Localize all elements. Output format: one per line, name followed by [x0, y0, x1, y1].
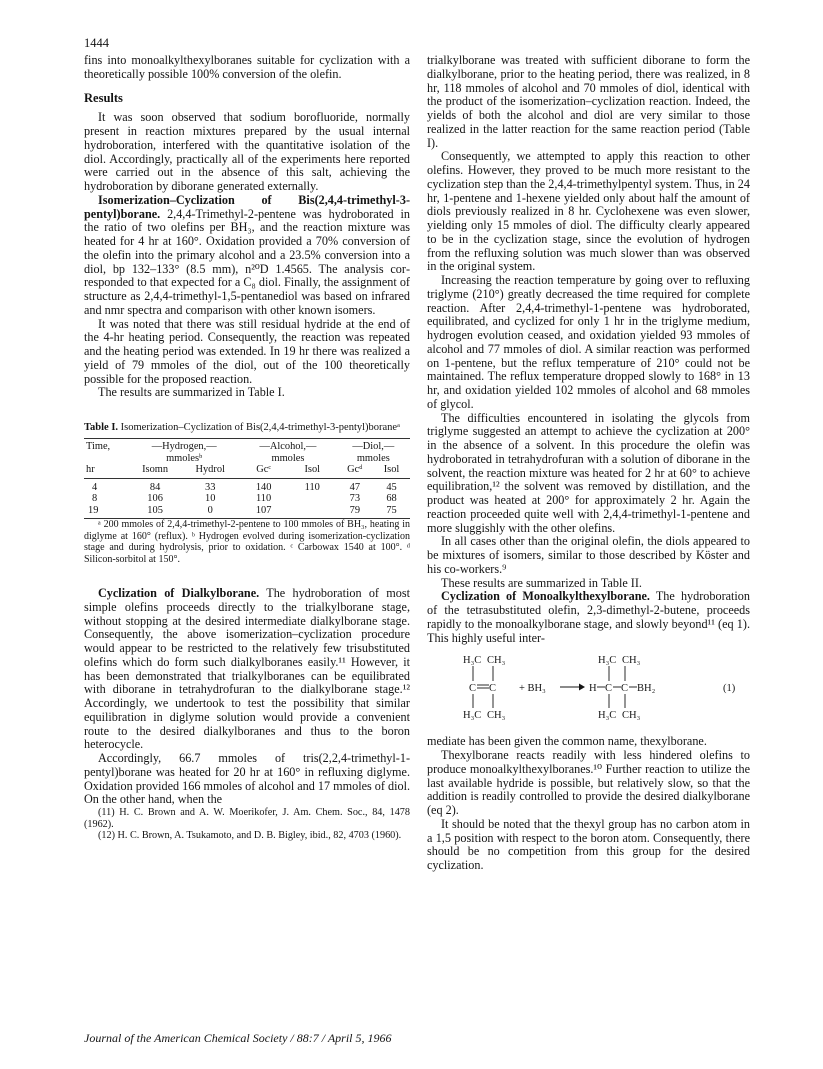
- table-cell: 47: [349, 481, 361, 493]
- table1-col-gc-diol: Gcᵈ: [337, 464, 373, 478]
- eq-h3c-top-left: H₃C: [463, 655, 482, 667]
- table1-mmoles-alcohol: mmoles: [271, 452, 305, 464]
- results-paragraph: It was soon observed that sodium borofluoride, normally present in reaction mixtures prepared by the usual internal hydroboration, interfered with the quantitative isolation of the diol. Accordingly, practically all of the experiments here reported were carried out in the absence of this salt, achieving the hydroboration by diborane generated externally.: [84, 110, 410, 193]
- isomerization-heading: Isomerization–Cyclization of Bis(2,4,4-trimethyl-3-pentyl)borane.: [84, 192, 410, 221]
- eq-ch3-bottom-right: CH₃: [487, 710, 506, 722]
- table-cell: 4: [92, 481, 98, 493]
- table-cell: 75: [373, 505, 410, 519]
- table-cell: 106: [147, 493, 163, 504]
- eq-h3c-bottom-left: H₃C: [463, 710, 482, 722]
- dialkylborane-heading: Cyclization of Dialkylborane.: [98, 586, 260, 600]
- continued-paragraph: trialkylborane was treated with sufficient diborane to form the dialkylborane, prior to the heating period, there was realized, in 8 hr, 118 mmoles of alcohol and 70 mmoles of diol, identical with the product of the isomerization–cyclization reaction. Indeed, the yields of both the alcohol and diol are very similar to those realized in the latter reaction for the same reaction period (Table I).: [427, 53, 750, 150]
- table-cell: 19: [84, 505, 129, 519]
- table-cell: 45: [386, 481, 397, 493]
- isomerization-paragraph: [84, 194, 410, 318]
- footnote-12: (12) H. C. Brown, A. Tsukamoto, and D. B. Bigley, ibid., 82, 4703 (1960).: [98, 830, 402, 841]
- table-cell: 79: [337, 505, 373, 519]
- table-cell: 68: [386, 493, 397, 504]
- eq-number: (1): [723, 683, 736, 695]
- table1-notes: ᵃ 200 mmoles of 2,4,4-trimethyl-2-pentene to 100 mmoles of BH₃, heating in diglyme at 160° (reflux). ᵇ Hydrogen evolved during isomerization-cyclization stage and during hydrolysis, prior to oxidation. ᶜ Carbowax 1540 at 100°. ᵈ Silicon-sorbitol at 150°.: [84, 519, 410, 565]
- table-cell: 110: [256, 493, 272, 504]
- table1-units-header: [84, 453, 410, 465]
- all-cases-paragraph: In all cases other than the original olefin, the diols appeared to be mixtures of isomers, similar to those described by Köster and his co-workers.⁹: [427, 534, 750, 576]
- summary-paragraph: The results are summarized in Table I.: [98, 385, 285, 400]
- table-cell: 33: [205, 481, 216, 493]
- table-cell: 107: [239, 505, 288, 519]
- table-cell: 0: [181, 505, 239, 519]
- residual-paragraph: It was noted that there was still residual hydride at the end of the 4-hr heating period. Consequently, the reaction was repeated and the heating period was extended. In 19 hr there was realized a yield of 79 mmoles of the diol, out of the 100 theoretically possible for the proposed reaction.: [84, 316, 410, 386]
- table1-col-isol-alcohol: Isol: [288, 464, 337, 478]
- table1-col-hydrol: Hydrol: [181, 464, 239, 478]
- table-cell: 105: [129, 505, 181, 519]
- noted-paragraph: It should be noted that the thexyl group has no carbon atom in a 1,5 position with respect to the boron atom. Consequently, there should be no competition from this group for the desired cyclization.: [427, 816, 750, 872]
- table1-time-label: Time,: [84, 439, 129, 453]
- footnote-11: (11) H. C. Brown and A. W. Moerikofer, J. Am. Chem. Soc., 84, 1478 (1962).: [84, 807, 410, 830]
- eq-plus-bh3: + BH₃: [519, 683, 546, 695]
- results-heading: Results: [84, 90, 123, 105]
- table-cell: [288, 493, 337, 505]
- table1-col-gc-alcohol: Gcᶜ: [239, 464, 288, 478]
- difficulties-paragraph: The difficulties encountered in isolating the glycols from triglyme suggested an attempt to achieve the cyclization at 200° in the absence of a solvent. In this procedure the olefin was hydroborated in tetrahydrofuran with a solution of diborane in the solvent, the reaction mixture was heated for 2 hr at 60° to achieve equilibration,¹² the solvent was removed by distillation, and the product was heated at 200° for approximately 2 hr. Again the reaction proceeded quite well with 2,4,4-trimethyl-1-pentene and more sluggishly with the other olefins.: [427, 410, 750, 535]
- table-row: [84, 505, 410, 519]
- isomerization-text: 2,4,4-Trimethyl-2-pentene was hydroborated in the ratio of two olefins per BH₃, and the reaction mixture was heated for 4 hr at 160°. Oxidation provided a 70% conversion of the olefin into the primary alcohol and a 23.5% conversion into a diol, bp 132–133° (8.5 mm), n²⁰D 1.4565. The analysis corresponded to that expected for a C₈ diol. Finally, the assignment of structure as 2,4,4-trimethyl-1,5-pentanediol was based on infrared and nmr spectra and comparison with other known isomers.: [84, 206, 410, 317]
- table2-reference-paragraph: These results are summarized in Table II.: [441, 575, 642, 590]
- eq-product-h3c-bottom: H₃C: [598, 710, 617, 722]
- dialkylborane-text: The hydroboration of most simple olefins proceeds directly to the trialkylborane stage, without stopping at the desired intermediate dialkylborane stage. Consequently, the above isomerization–cyclization procedure would appear to be restricted to the relatively few trisubstituted olefins which do form such dialkylboranes easily.¹¹ However, it has been demonstrated that trialkylboranes can be equilibrated with diborane in tetrahydrofuran to the dialkylborane stage.¹² Accordingly, we undertook to test the possibility that similar equilibration in diglyme solution would provide a convenient route to the desired dialkylboranes and thus to the boron heterocycle.: [84, 586, 410, 752]
- table-cell: [288, 505, 337, 519]
- right-column: [427, 54, 750, 873]
- table1-caption: [84, 422, 410, 434]
- eq-product-ch3-top: CH₃: [622, 655, 641, 667]
- equation-1: [427, 651, 750, 731]
- table1-col-time: hr: [84, 464, 129, 478]
- temperature-paragraph: Increasing the reaction temperature by going over to refluxing triglyme (210°) greatly decreased the time required for complete reaction. After 2,4,4-trimethyl-1-pentene was hydroborated, equilibrated, and cyclized for only 1 hr in the triglyme medium, hydrogen evolution ceased, and oxidation yielded 93 mmoles of alcohol and 77 mmoles of diol. A similar reaction was performed on 1-pentene, but the reflux temperature of 210° could not be maintained. The reflux temperature dropped slowly to 168° in 13 hr, and oxidation yielded 102 mmoles of alcohol and 68 mmoles of glycol.: [427, 273, 750, 411]
- dialkylborane-paragraph: [84, 587, 410, 752]
- eq-c-right: C: [489, 683, 497, 695]
- eq-product-h3c-top: H₃C: [598, 655, 617, 667]
- table-row: [84, 478, 410, 493]
- table-cell: 8: [92, 493, 98, 504]
- eq-ch3-top-right: CH₃: [487, 655, 506, 667]
- monoalkylthexylborane-heading: Cyclization of Monoalkylthexylborane.: [441, 589, 650, 604]
- table-cell: 110: [304, 481, 320, 493]
- monoalkylthexylborane-text: The hydroboration of the tetrasubstituted olefin, 2,3-dimethyl-2-butene, proceeds rapidly to the monoalkylborane stage, and slowly beyond¹¹ (eq 1). This highly useful inter-: [427, 589, 750, 645]
- table1-group-alcohol: —Alcohol,—: [239, 439, 336, 453]
- table-cell: 84: [149, 481, 161, 493]
- eq-arrow-head: [579, 684, 585, 691]
- table1-group-diol: —Diol,—: [337, 439, 410, 453]
- consequently-paragraph: Consequently, we attempted to apply this reaction to other olefins. However, they proved to be much more resistant to the cyclization step than the 2,4,4-trimethylpentyl system. Thus, in 24 hr, 1-pentene and 1-hexene yielded only about half the amount of diols previously realized in 8 hr. Cyclohexene was even slower, yielding only 15 mmoles of diol. The difficulty clearly appeared to be in the cyclization stage, since the evolution of hydrogen from the refluxing solution was much slower than was observed in the original system.: [427, 149, 750, 274]
- page-number: 1444: [84, 36, 109, 50]
- table-cell: 10: [205, 493, 216, 504]
- table1-col-isomn: Isomn: [129, 464, 181, 478]
- table1-mmoles-diol: mmoles: [356, 452, 390, 464]
- thexylborane-paragraph: Thexylborane reacts readily with less hindered olefins to produce monoalkylthexylboranes.¹⁰ Further reaction to utilize the last available hydride is possible, but relatively slow, so that the addition is readily controlled to provide the desired dialkylborane (eq 2).: [427, 748, 750, 817]
- left-column: [84, 54, 410, 842]
- monoalkylthexylborane-paragraph: [427, 590, 750, 645]
- table-cell: 140: [255, 481, 272, 493]
- table1-label: Table I.: [84, 422, 119, 433]
- journal-footer: Journal of the American Chemical Society / 88:7 / April 5, 1966: [84, 1031, 392, 1045]
- table1-mmoles-hydrogen: mmolesᵇ: [166, 452, 203, 464]
- mediate-paragraph: mediate has been given the common name, thexylborane.: [427, 734, 707, 749]
- table1-column-header: [84, 464, 410, 478]
- eq-c-left: C: [469, 683, 477, 695]
- table-row: [84, 493, 410, 505]
- accordingly-paragraph: Accordingly, 66.7 mmoles of tris(2,2,4-trimethyl-1-pentyl)borane was heated for 20 hr at 160° in refluxing diglyme. Oxidation provided 166 mmoles of alcohol and 17 mmoles of diol. On the other hand, when the: [84, 751, 410, 807]
- table1-col-isol-diol: Isol: [373, 464, 410, 478]
- table1: [84, 438, 410, 519]
- equation-1-structure: [427, 651, 750, 731]
- eq-c-mid-2: C: [621, 683, 629, 695]
- eq-product-ch3-bottom: CH₃: [622, 710, 641, 722]
- table1-title: Isomerization–Cyclization of Bis(2,4,4-trimethyl-3-pentyl)boraneᵃ: [120, 422, 400, 433]
- eq-h-prefix: H: [589, 683, 597, 695]
- eq-bh2: BH₂: [637, 683, 656, 695]
- table1-group-hydrogen: —Hydrogen,—: [129, 439, 239, 453]
- intro-paragraph: fins into monoalkylthexylboranes suitable for cyclization with a theoretically possible 100% conversion of the olefin.: [84, 53, 410, 81]
- eq-c-mid-1: C: [605, 683, 613, 695]
- table-cell: 73: [349, 493, 361, 504]
- table1-group-header: [84, 439, 410, 453]
